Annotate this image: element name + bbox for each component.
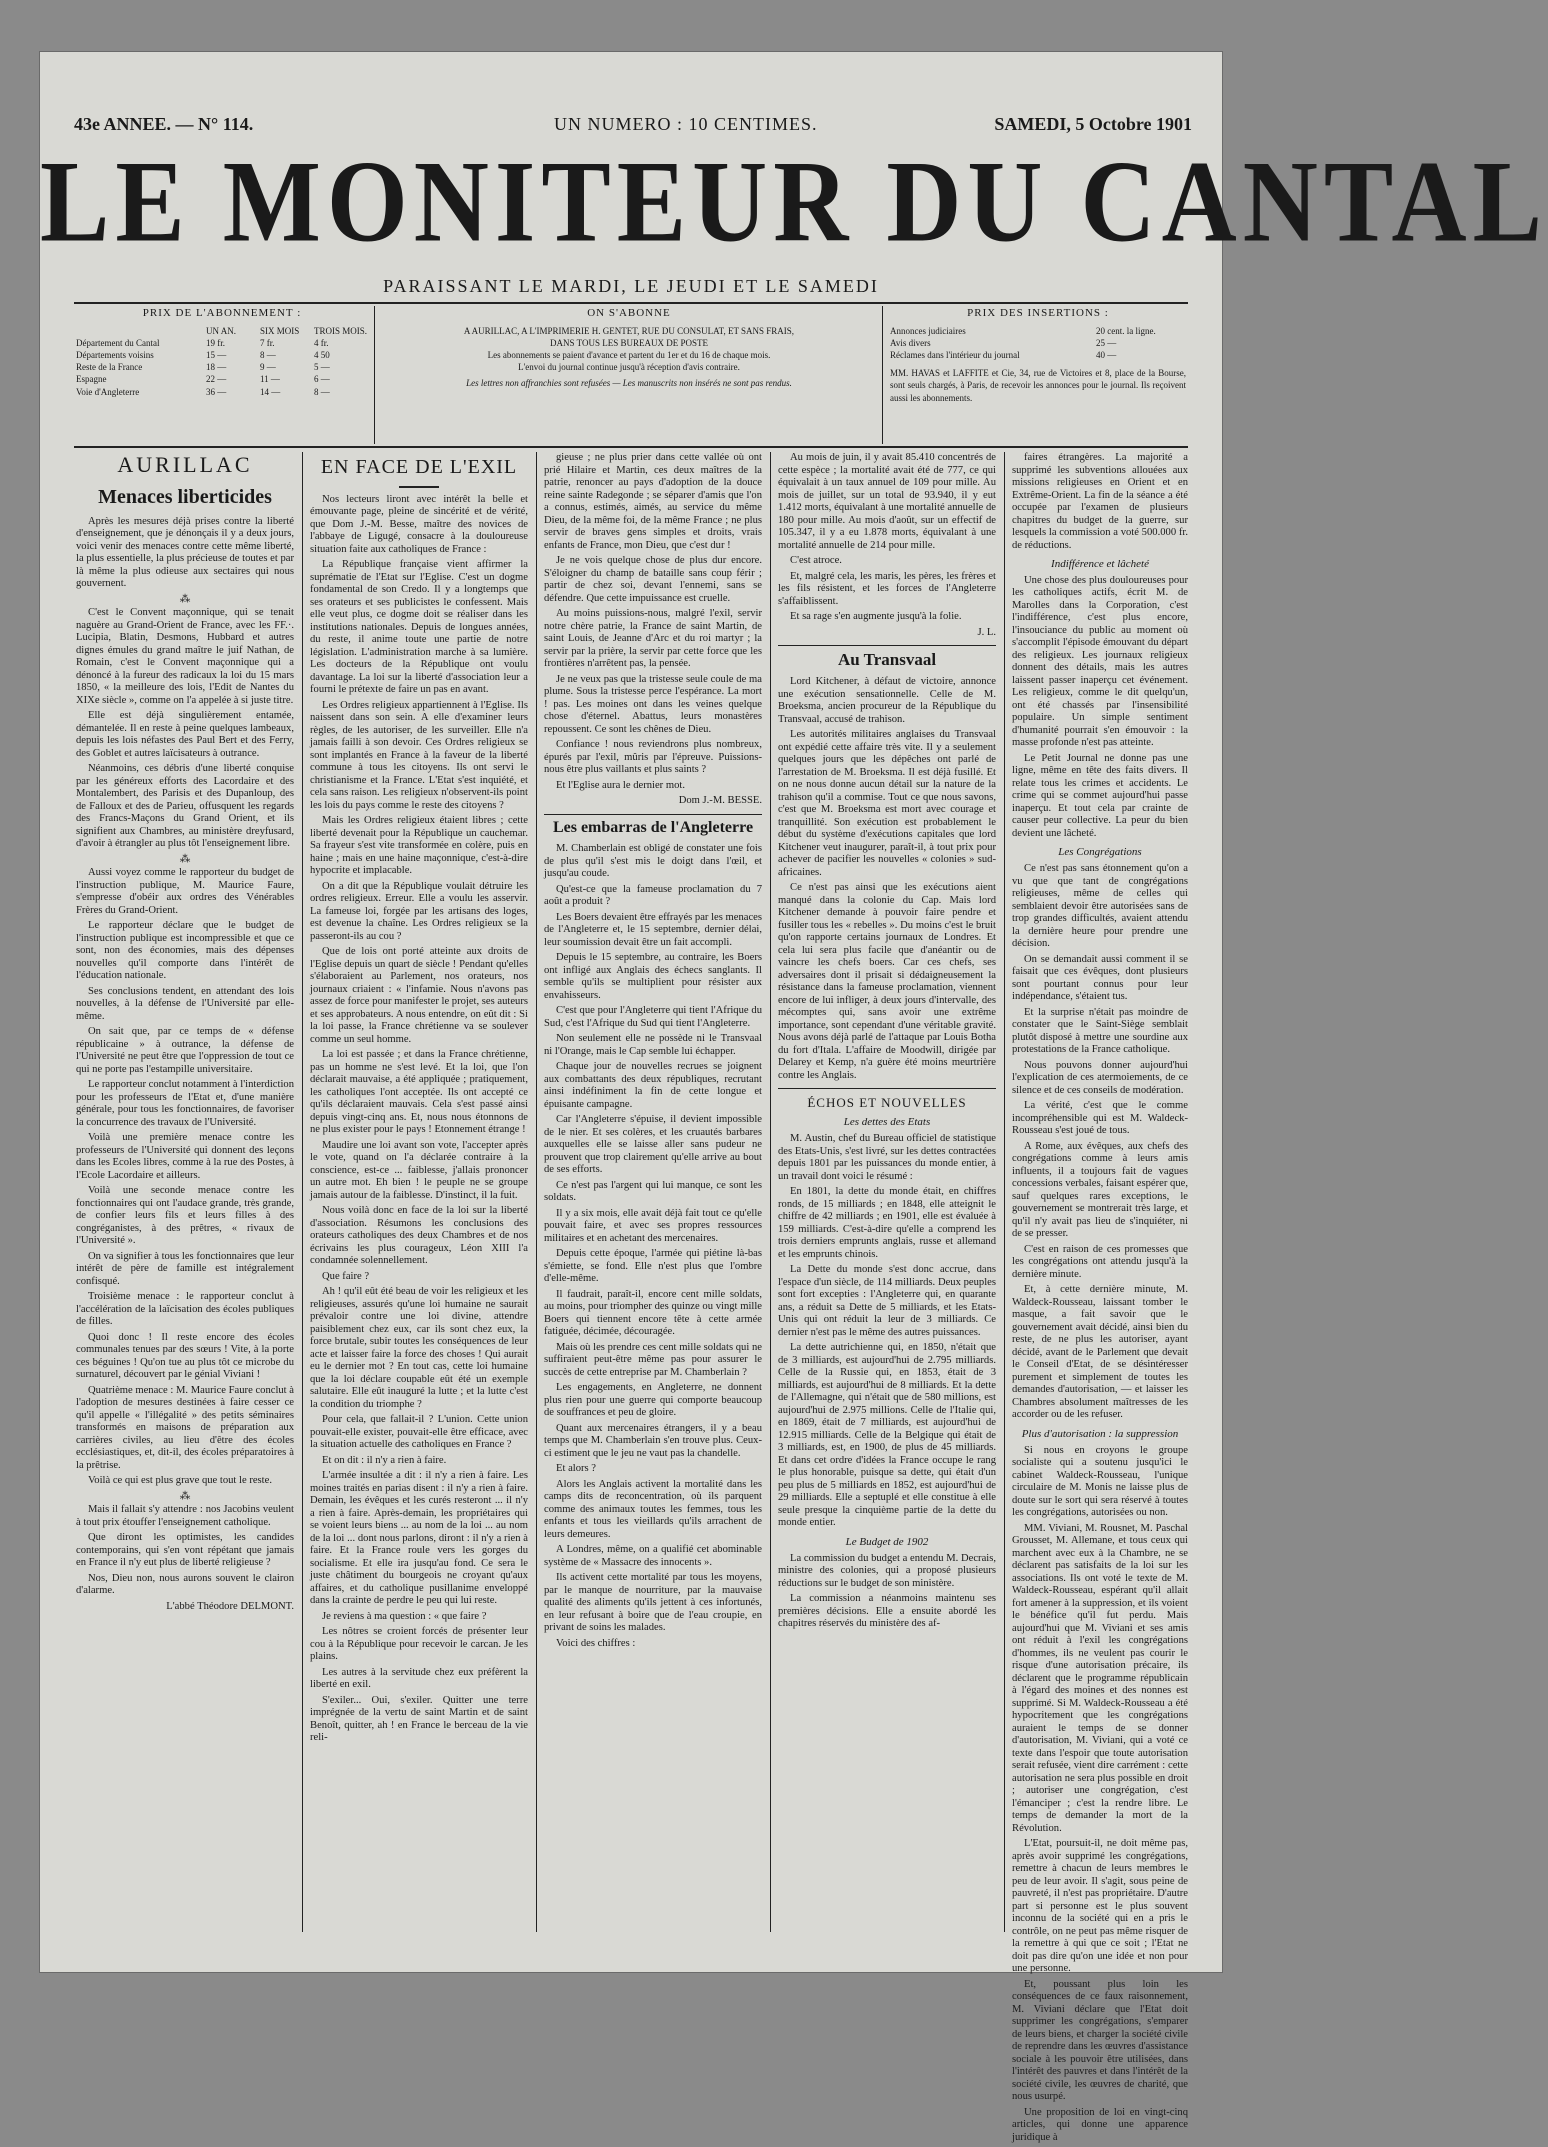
subscription-row: Voie d'Angleterre 36 — 14 — 8 — <box>76 386 330 397</box>
column-5: faires étrangères. La majorité a supprimé les subventions allouées aux missions religieuses en Orient et en Extrême-Orient. La fin de la séance a été occupée par l'examen de plusieurs chapitres du budget de la guerre, sur lesquels la commission a voté 500.000 fr. de réductions. Indifférence et lâcheté Une chose des plus douloureuses pour les catholiques actifs, écrit M. de Marolles dans la Corporation, c'est l'indifférence, c'est plus encore, l'insouciance du public au moment où s'accomplit l'épisode émouvant du départ des religieux. Les journaux religieux donnent des détails, mais les autres laissent passer inaperçu cet événement. Les religieux, comme le dit quelqu'un, ont été chassés par l'insensibilité populaire. Un simple sentiment d'humanité pourrait s'en émouvoir : la masse profonde n'est pas atteinte. Le Petit Journal ne donne pas une ligne, même en tête des faits divers. Il relate tous les crimes et accidents. Le crime qui se commet aujourd'hui passe inaperçu. Et tout cela par crainte de causer peur collective. La peur du bien devient une lâcheté. Les Congrégations Ce n'est pas sans étonnement qu'on a vu que que tant de congrégations religieuses, même de celles qui semblaient devoir être autorisées sans de trop grandes difficultés, avaient attendu la dernière heure pour prendre une décision. On se demandait aussi comment il se faisait que ces évêques, dont plusieurs sont pourtant connus pour leur indépendance, s'étaient tus. Et la surprise n'était pas moindre de constater que le Saint-Siège semblait plutôt disposé à mettre une sourdine aux protestations de la France catholique. Nous pouvons donner aujourd'hui l'explication de ces atermoiements, de ce silence et de ces conseils de modération. La vérité, c'est que le comme incompréhensible qui est M. Waldeck-Rousseau s'est joué de tous. A Rome, aux évêques, aux chefs des congrégations comme à leurs amis influents, il a toujours fait de vagues concessions verbales, faisant espérer que, sauf quelques rares exceptions, le gouvernement se montrerait très large, et qu'il n'y avait pas lieu de s'inquiéter, ni de se presser. C'est en raison de ces promesses que les congrégations ont attendu jusqu'à la dernière minute. Et, à cette dernière minute, M. Waldeck-Rousseau, laissant tomber le masque, a fait savoir que le gouvernement avait décidé, ainsi bien du reste, de ne plus les autoriser, ayant décidé, avant de le Parlement que devait le Conseil d'Etat, de se désintéresser purement et simplement de toutes les demandes d'autorisation, — et laisser les Chambres absolument maîtresses de les accorder ou de les refuser. Plus d'autorisation : la suppression Si nous en croyons le groupe socialiste qui a soutenu jusqu'ici le cabinet Waldeck-Rousseau, l'unique circulaire de M. Monis ne laisse plus de doute sur le sort qui sera réservé à toutes les congrégations, autorisées ou non. MM. Viviani, M. Rousnet, M. Paschal Grousset, M. Allemane, et tous ceux qui marchent avec eux à la Chambre, ne se déclarent pas satisfaits de la loi sur les associations. Ils ont voté le texte de M. Waldeck-Rousseau, espérant qu'il allait fort amener à la suppression, et ils voient le bénéfice qu'il fut perdu. Mais aujourd'hui que M. Viviani et ses amis ont réduit à l'exil les congrégations d'hommes, ils ne veulent pas courir le risque d'une autorisation précaire, ils déclarent que le programme républicain à l'égard des moines et des nonnes est supprimé. Si M. Waldeck-Rousseau a été hypocritement que les congrégations auraient le temps de se donner d'autorisation, M. Viviani, qui a voté ce texte dans l'espoir que toute autorisation serait refusée, vient dire carrément : cette autorisation ne sera plus possible en droit ; autoriser une congrégation, c'est l'émanciper ; c'est la rendre libre. Le temps de demander la mort de la Révolution. L'Etat, poursuit-il, ne doit même pas, après avoir supprimé les congrégations, remettre à chacun de leurs membres le peu de leur avoir. Il s'agit, sous peine de pauvreté, il n'est pas propriétaire. D'autre part si personne est le plus souvent inconnu de la société qui en a pris le contrôle, on ne peut pas même risquer de la remettre à qui que ce soit ; l'Etat ne doit pas dire qu'on une idée et non pour une personne. Et, poussant plus loin les conséquences de ce faux raisonnement, M. Viviani déclare que l'Etat doit supprimer les congrégations, s'emparer de leurs biens, et charger la société civile de reprendre dans les œuvres d'assistance sociale à les pouvoir être utilisées, dans l'intérêt des pauvres et dans l'intérêt de la société civile, les œuvres de charité, que nous usurpé. Une proposition de loi en vingt-cinq articles, qui donne une apparence juridique à <box>1012 452 1188 2143</box>
article-signature: J. L. <box>977 626 996 638</box>
column-rule <box>536 452 537 1932</box>
on-abonne-line: A AURILLAC, A L'IMPRIMERIE H. GENTET, RUE DU CONSULAT, ET SANS FRAIS, <box>463 325 795 336</box>
insertion-row: Avis divers 25 — <box>890 337 1117 348</box>
article-title: Menaces liberticides <box>98 485 272 508</box>
subheading: Les dettes des Etats <box>843 1116 931 1129</box>
article-signature: Dom J.-M. BESSE. <box>678 795 762 806</box>
issue-date: SAMEDI, 5 Octobre 1901 <box>994 114 1192 134</box>
column-4: Au mois de juin, il y avait 85.410 concentrés de cette espèce ; la mortalité avait été de 777, ce qui équivalait à un taux annuel de 109 pour mille. Au mois de juillet, sur un total de 93.940, il y eut 1.412 morts, équivalant à une mortalité annuelle de 180 pour mille. Au mois d'août, sur un effectif de 105.347, il y a eu 1.878 morts, équivalant à une mortalité annuelle de 214 pour mille. C'est atroce. Et, malgré cela, les maris, les pères, les frères et les fils résistent, et les forces de l'Angleterre s'affaiblissent. Et sa rage s'en augmente jusqu'à la folie. J. L. Au Transvaal Lord Kitchener, à défaut de victoire, annonce une exécution sensationnelle. Celle de M. Broeksma, ancien procureur de la République du Transvaal, accusé de trahison. Les autorités militaires anglaises du Transvaal ont expédié cette affaire très vite. Il y a seulement quelques jours que les dépêches ont parlé de l'arrestation de M. Broeksma. Il est déjà fusillé. Et on ne nous donne aucun détail sur la nature de la trahison qu'il a commise. Tout ce que nous savons, c'est que M. Broeksma est mort avec courage et tranquillité. Son exécution est probablement le début du système d'exécutions capitales que lord Kitchener veut inaugurer, paraît-il, à tout prix pour achever de pacifier les nouvelles « colonies » sud-africaines. Ce n'est pas ainsi que les exécutions aient manqué dans la colonie du Cap. Mais lord Kitchener demande à pouvoir faire pendre et fusiller tous les « rebelles ». Du moins c'est le bruit qu'on rapporte certains journaux de Londres. Et cela lui sera plus facile que d'anéantir ou de vaincre les chefs boers. Car ces chefs, ses adversaires dont il prisait si dédaigneusement la résistance dans la fameuse proclamation, viennent encore de lui infliger, à deux jours d'intervalle, des mécomptes qui, sans avoir une extrême importance, sont cependant d'une véritable gravité. Nous avons déjà parlé de l'attaque par Louis Botha du fort d'Itala. L'affaire de Moodwill, dirigée par Delarey et Kemp, n'a guère été moins meurtrière contre les Anglais. ÉCHOS ET NOUVELLES Les dettes des Etats M. Austin, chef du Bureau officiel de statistique des Etats-Unis, s'est livré, sur les dettes contractées depuis 1801 par les puissances du monde entier, à un travail dont voici le résumé : En 1801, la dette du monde était, en chiffres ronds, de 15 milliards ; en 1848, elle atteignit le chiffre de 42 milliards ; en 1901, elle est évaluée à 159 milliards. C'est-à-dire qu'elle a comprend les trois derniers emprunts anglais, russe et allemand et les emprunts chinois. La Dette du monde s'est donc accrue, dans l'espace d'un siècle, de 114 milliards. Deux peuples sont fort excepties : l'Angleterre qui, en quarante ans, a réduit sa Dette de 5 milliards, et les Etats-Unis qui ont réduit la leur de 3 milliards. Ce dernier n'est pas le même des autres puissances. La dette autrichienne qui, en 1850, n'était que de 3 milliards, est aujourd'hui de 2.795 milliards. Celle de la Russie qui, en 1853, était de 3 milliards, est aujourd'hui de 8 milliards. Et la dette de l'Allemagne, qui n'était que de 580 millions, est aujourd'hui de 2.975 millions. Celle de l'Italie qui, en 1869, était de 7 milliards, est aujourd'hui de 12.915 milliards. Celle de la Belgique qui était de 3 milliards, est, en 1900, de plus de 45 milliards. Et dans cet ordre d'idées la France occupe le rang le plus honorable, puisque sa dette, qui était d'un peu plus de 5 milliards en 1852, est aujourd'hui de 29 milliards. Elle a septuplé et elle constitue à elle seule presque la cinquième partie de la dette du monde entier. Le Budget de 1902 La commission du budget a entendu M. Decrais, ministre des colonies, qui a proposé plusieurs réductions sur le budget de son ministère. La commission a néanmoins maintenu ses premières décisions. Elle a ensuite abordé les chapitres réservés du ministère des af- <box>778 452 996 1630</box>
header-topline <box>74 114 1192 138</box>
article-signature: L'abbé Théodore DELMONT. <box>166 1600 294 1612</box>
section-heading: ÉCHOS ET NOUVELLES <box>807 1095 967 1111</box>
column-1: AURILLAC Menaces liberticides Après les mesures déjà prises contre la liberté d'enseignement, que je dénonçais il y a deux jours, voici venir des menaces contre cette même liberté, la plus essentielle, la plus précieuse de toutes et par là même la plus odieuse aux sectaires qui nous gouvernent. ⁂ C'est le Convent maçonnique, qui se tenait naguère au Grand-Orient de France, avec les FF.·. Lucipia, Blatin, Desmons, Hubbard et autres dignes émules du grand maître le juif Nathan, de Romain, c'est le Convent maçonnique qui a dénoncé à la fureur des radicaux la loi du 15 mars 1850, « la meilleure des lois, l'Edit de Nantes du XIXe siècle », comme on l'a appelée à si juste titre. Elle est déjà singulièrement entamée, démantelée. Il en reste à peine quelques lambeaux, depuis les lois néfastes des Paul Bert et des Ferry, des Goblet et autres laïcisateurs à outrance. Néanmoins, ces débris d'une liberté conquise par les généreux efforts des Lacordaire et des Montalembert, des Parisis et des Dupanloup, des de Falloux et des de Parieu, offusquent les regards des Francs-Maçons du Grand Orient, et ils signifient aux Chambres, au ministère dreyfusard, d'avoir à étrangler au plus tôt l'enseignement libre. ⁂ Aussi voyez comme le rapporteur du budget de l'instruction publique, M. Maurice Faure, s'empresse d'obéir aux ordres des Vénérables Frères du Grand-Orient. Le rapporteur déclare que le budget de l'instruction publique est incompressible et que ce sont, non des économies, mais des dépenses nouvelles qu'il comporte dans l'intérêt de l'éducation nationale. Ses conclusions tendent, en attendant des lois nouvelles, à la défense de l'Université par elle-même. On sait que, par ce temps de « défense républicaine » à outrance, la défense de l'Université ne peut être que l'oppression de tout ce qui ne porte pas l'estampille universitaire. Le rapporteur conclut notamment à l'interdiction pour les professeurs de l'Etat et, d'une manière générale, pour tous les fonctionnaires, de favoriser la concurrence des travaux de l'Université. Voilà une première menace contre les professeurs de l'Université qui donnent des leçons dans les Ecoles libres, comme à la rue des Postes, à l'Ecole Lacordaire et ailleurs. Voilà une seconde menace contre les fonctionnaires qui ont l'audace grande, très grande, de confier leurs fils et leurs filles à des congréganistes, à des prêtres, « rivaux de l'Université ». On va signifier à tous les fonctionnaires que leur intérêt de père de famille est intégralement confisqué. Troisième menace : le rapporteur conclut à l'accélération de la laïcisation des écoles publiques de filles. Quoi donc ! Il reste encore des écoles communales tenues par des sœurs ! Vite, à la porte ces béguines ! Qu'on tue au plus tôt ce microbe du surnaturel, découvert par le génial Viviani ! Quatrième menace : M. Maurice Faure conclut à l'adoption de mesures destinées à faire cesser ce qu'il appelle « l'illégalité » des petits séminaires transformés en maisons de préparation aux carrières civiles, au lieu d'être des écoles ecclésiastiques, et, dit-il, des écoles préparatoires à la prêtrise. Voilà ce qui est plus grave que tout le reste. ⁂ Mais il fallait s'y attendre : nos Jacobins veulent à tout prix étouffer l'enseignement catholique. Que diront les optimistes, les candides contemporains, qui s'en vont répétant que jamais en France il n'y eut plus de liberté religieuse ? Nos, Dieu non, nous aurons souvent le clairon d'alarme. L'abbé Théodore DELMONT. <box>76 452 294 1612</box>
column-rule <box>302 452 303 1932</box>
subheading: Plus d'autorisation : la suppression <box>1021 1427 1179 1440</box>
insertions-title: PRIX DES INSERTIONS : <box>967 307 1109 319</box>
issue-price: UN NUMERO : 10 CENTIMES. <box>554 114 818 134</box>
column-3: gieuse ; ne plus prier dans cette vallée où ont prié Hilaire et Martin, ces deux maîtres de la patrie, renoncer au pays d'adoption de la douce reine sainte Radegonde ; se séparer d'amis que l'on a connus, estimés, aimés, au service du même Dieu, de la même foi, de la même France ; ne plus servir de braves gens simples et droits, vrais enfants de France, mon Dieu, que c'est dur ! Je ne vois quelque chose de plus dur encore. S'éloigner du champ de bataille sans coup férir ; partir de chez soi, devant l'ennemi, sans se défendre. Que cette impuissance est cruelle. Au moins puissions-nous, malgré l'exil, servir notre chère patrie, la France de saint Martin, de saint Louis, de Jeanne d'Arc et du roi martyr ; la servir par la prière, la servir par cette force que les frontières n'arrêtent pas, la pensée. Je ne veux pas que la tristesse seule coule de ma plume. Sous la tristesse perce l'espérance. La mort ! pas. Les moines ont dans les veines quelque chose d'éternel. Abattus, leurs monastères repoussent. Ce sont les chênes de Dieu. Confiance ! nous reviendrons plus nombreux, épurés par l'exil, mûris par l'épreuve. Puissions-nous être plus vaillants et plus saints ? Et l'Eglise aura le dernier mot. Dom J.-M. BESSE. Les embarras de l'Angleterre M. Chamberlain est obligé de constater une fois de plus qu'il s'est mis le doigt dans l'œil, et jusqu'au coude. Qu'est-ce que la fameuse proclamation du 7 août a produit ? Les Boers devaient être effrayés par les menaces de l'Angleterre et, le 15 septembre, dernier délai, leur soumission devait être un fait accompli. Depuis le 15 septembre, au contraire, les Boers ont infligé aux Anglais des échecs sanglants. Il semble qu'ils se multiplient pour résister aux envahisseurs. C'est que pour l'Angleterre qui tient l'Afrique du Sud, c'est l'Afrique du Sud qui tient l'Angleterre. Non seulement elle ne possède ni le Transvaal ni l'Orange, mais le Cap semble lui échapper. Chaque jour de nouvelles recrues se joignent aux combattants des deux républiques, recrutant ainsi indéfiniment la fin de cette longue et épuisante campagne. Car l'Angleterre s'épuise, il devient impossible de le nier. Et ses colères, et les cruautés barbares auxquelles elle se laisse aller sans pudeur ne prouvent que trop clairement qu'elle arrive au bout de ses efforts. Ce n'est pas l'argent qui lui manque, ce sont les soldats. Il y a six mois, elle avait déjà fait tout ce qu'elle pouvait faire, et avec ses propres ressources militaires et en achetant des mercenaires. Depuis cette époque, l'armée qui piétine là-bas s'émiette, se fond. Elle n'est plus que l'ombre d'elle-même. Il faudrait, paraît-il, encore cent mille soldats, au moins, pour triompher des quinze ou vingt mille Boers qui tiennent encore tête à cette armée fatiguée, décimée, découragée. Mais où les prendre ces cent mille soldats qui ne suffiraient peut-être même pas pour assurer le succès de cette entreprise par M. Chamberlain ? Les engagements, en Angleterre, ne donnent plus rien pour une guerre qui comporte beaucoup de souffrances et peu de gloire. Quant aux mercenaires étrangers, il y a beau temps que M. Chamberlain s'en trouve plus. Ceux-ci estiment que le jeu ne vaut pas la chandelle. Et alors ? Alors les Anglais activent la mortalité dans les camps dits de reconcentration, où ils parquent comme des animaux toutes les femmes, tous les enfants et tous les vieillards qu'ils arrachent de leurs demeures. A Londres, même, on a qualifié cet abominable système de « Massacre des innocents ». Ils activent cette mortalité par tous les moyens, par le manque de nourriture, par la mauvaise qualité des aliments qu'ils jettent à ces infortunés, en leur refusant à boire que de l'eau croupie, en privant de soins les malades. Voici des chiffres : <box>544 452 762 1649</box>
insertions-note: MM. HAVAS et LAFFITE et Cie, 34, rue de Victoires et 8, place de la Bourse, sont seuls chargés, à Paris, de recevoir les annonces pour le journal. Ils reçoivent aussi les abonnements. <box>890 368 1186 403</box>
header-divider-2 <box>882 306 883 444</box>
section-heading: AURILLAC <box>117 452 253 477</box>
article-title: Les embarras de l'Angleterre <box>552 818 754 836</box>
masthead-subtitle: PARAISSANT LE MARDI, LE JEUDI ET LE SAMEDI <box>383 276 879 296</box>
column-2: EN FACE DE L'EXIL Nos lecteurs liront avec intérêt la belle et émouvante page, pleine de sincérité et de vérité, que Dom J.-M. Besse, maître des novices de l'abbaye de Ligugé, consacre à la douloureuse situation faite aux catholiques de France : La République française vient affirmer la suprématie de l'Etat sur l'Eglise. C'est un dogme fondamental de son Credo. Il y a longtemps que ses orateurs et ses publicistes le confessent. Mais elle veut plus, ce dogme doit se réaliser dans les institutions nationales. Depuis de longues années, du reste, il anime toute une partie de notre législation. L'administration marche à sa lumière. Les docteurs de la République ont voulu davantage. La loi sur la liberté d'association leur a fourni le prétexte de faire un pas en avant. Les Ordres religieux appartiennent à l'Eglise. Ils naissent dans son sein. A elle d'examiner leurs règles, de les autoriser, de les surveiller. Elle n'a jamais failli à son devoir. Ces Ordres religieux se sont implantés en France à la faveur de la liberté commune à tous les citoyens. Ils ont servi le christianisme et la France. L'Etat s'est inquiété, et cela sans raison. Les religieux n'observent-ils point les lois du pays comme le reste des citoyens ? Mais les Ordres religieux étaient libres ; cette liberté devenait pour la République un cauchemar. Sa frayeur s'est vite transformée en colère, puis en haine ; mais en une haine maçonnique, c'est-à-dire hypocrite et implacable. On a dit que la République voulait détruire les ordres religieux. Erreur. Elle a voulu les asservir. La fameuse loi, forgée par les artisans des loges, est devenue la chaîne. Les Ordres religieux se la passeront-ils au cou ? Que de lois ont porté atteinte aux droits de l'Eglise depuis un quart de siècle ! Pendant qu'elles s'élaboraient au Parlement, nos orateurs, nos journaux criaient : « l'infamie. Nous n'avons pas assez de force pour manifester le projet, ses auteurs et ses approbateurs. A nous entendre, on eût dit : Si la loi passe, la France chrétienne va se soulever comme un seul homme. La loi est passée ; et dans la France chrétienne, pas un homme ne s'est levé. Et la loi, que l'on déclarait mauvaise, a été appliquée ; pratiquement, les catholiques l'ont acceptée. Ils ont accepté ce qu'ils déclaraient mauvais. Cela s'est passé ainsi depuis vingt-cinq ans. Et, nous nous étonnons de ne plus exister pour le pays ! Etonnement étrange ! Maudire une loi avant son vote, l'accepter après le vote, quand on l'a déclarée contraire à la conscience, est-ce ... faiblesse, j'allais prononcer un autre mot. Eh bien ! le peuple ne se groupe jamais autour de la faiblesse. D'instinct, il la fuit. Nous voilà donc en face de la loi sur la liberté d'association. Résumons les conclusions des orateurs catholiques des deux Chambres et de nos écrivains les plus courageux, Léon XIII l'a condamnée solennellement. Que faire ? Ah ! qu'il eût été beau de voir les religieux et les religieuses, assurés qu'une loi humaine ne saurait prévaloir contre une loi divine, attendre paisiblement chez eux, car ils sont chez eux, la force brutale, subir toutes les conséquences de leur acte et laisser faire la force des choses ! Qui aurait eu le dernier mot ? En tout cas, cette loi humaine que la loi déclare coupable eût été un exemple salutaire. Elle eût inauguré la lutte ; et la lutte c'est la condition du triomphe ? Pour cela, que fallait-il ? L'union. Cette union pouvait-elle exister, pouvait-elle être efficace, avec la situation actuelle des catholiques en France ? Et on dit : il n'y a rien à faire. L'armée insultée a dit : il n'y a rien à faire. Les moines traités en parias disent : il n'y a rien à faire. Demain, les évêques et les curés resteront ... il n'y a rien à faire. Après-demain, les propriétaires qui se voient leurs biens ... au nom de la loi ... au nom de la loi ... dont nous parlons, diront : il n'y a rien à faire. Et la France roule vers les gorges du socialisme. Et elle ira jusqu'au fond. Ce sera le juste châtiment du bourgeois ne croyant qu'aux affaires, et du catholique pusillanime enveloppé dans la crainte de perdre le peu qui lui reste. Je reviens à ma question : « que faire ? Les nôtres se croient forcés de présenter leur cou à la République pour recevoir le carcan. Je les plains. Les autres à la servitude chez eux préfèrent la liberté en exil. S'exiler... Oui, s'exiler. Quitter une terre imprégnée de la vertu de saint Martin et de saint Benoît, quitter, ah ! en France le berceau de la vie reli- <box>310 456 528 1744</box>
insertion-prices <box>890 306 1186 442</box>
subscription-info <box>382 306 876 442</box>
header-rule-top <box>74 302 1188 304</box>
masthead-title: LE MONITEUR DU CANTAL <box>40 137 1548 267</box>
subscription-row: Reste de la France 18 — 9 — 5 — <box>76 362 330 373</box>
subheading: Les Congrégations <box>1058 846 1142 859</box>
column-rule <box>1004 452 1005 1932</box>
insertion-row: Réclames dans l'intérieur du journal 40 — <box>890 350 1117 361</box>
newspaper-page <box>40 52 1548 2143</box>
on-abonne-line: L'envoi du journal continue jusqu'à réception d'avis contraire. <box>518 362 740 373</box>
subscription-title: PRIX DE L'ABONNEMENT : <box>142 307 302 319</box>
issue-number: 43e ANNEE. — N° 114. <box>74 114 254 134</box>
subscription-header-row: UN AN. SIX MOIS TROIS MOIS. <box>206 325 368 336</box>
on-abonne-title: ON S'ABONNE <box>587 307 671 319</box>
on-abonne-line: Les abonnements se paient d'avance et partent du 1er et du 16 de chaque mois. <box>487 350 771 361</box>
subscription-row: Département du Cantal 19 fr. 7 fr. 4 fr. <box>76 337 329 348</box>
article-title: Au Transvaal <box>837 650 937 669</box>
subheading: Le Budget de 1902 <box>845 1535 929 1548</box>
insertion-row: Annonces judiciaires 20 cent. la ligne. <box>890 325 1156 336</box>
subscription-prices <box>76 306 368 442</box>
subscription-row: Espagne 22 — 11 — 6 — <box>76 374 330 385</box>
subscription-row: Départements voisins 15 — 8 — 4 50 <box>76 350 330 361</box>
subheading: Indifférence et lâcheté <box>1051 558 1149 570</box>
column-rule <box>770 452 771 1932</box>
on-abonne-notice: Les lettres non affranchies sont refusées — Les manuscrits non insérés ne sont pas rendus. <box>466 378 792 389</box>
header-divider-1 <box>374 306 375 444</box>
article-title: EN FACE DE L'EXIL <box>320 456 518 478</box>
header-rule-bottom <box>74 446 1188 448</box>
on-abonne-line: DANS TOUS LES BUREAUX DE POSTE <box>550 337 708 348</box>
